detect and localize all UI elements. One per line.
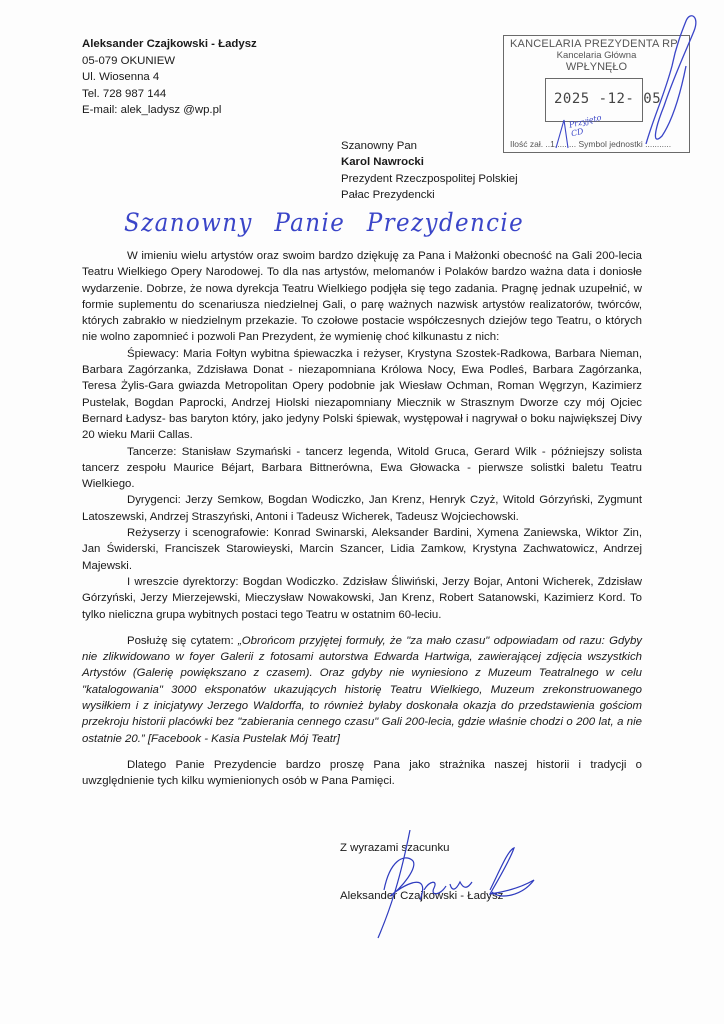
body-paragraph-dancers: Tancerze: Stanisław Szymański - tancerz legenda, Witold Gruca, Gerard Wilk - późniejszy solista tancerz zespołu Maurice Béjart, Barbara Bittnerówna, Ewa Głowacka - pierwsze solistki baletu Teatru Wielkiego.	[82, 445, 642, 491]
signer-name: Aleksander Czajkowski - Ładysz	[340, 890, 504, 902]
addressee-name: Karol Nawrocki	[341, 156, 424, 169]
stamp-footer: Ilość zał. ..1......... Symbol jednostki ...........	[510, 139, 672, 149]
body-paragraph-directors: Reżyserzy i scenografowie: Konrad Swinarski, Aleksander Bardini, Xymena Zaniewska, Wiktor Zin, Jan Świderski, Franciszek Starowieyski, Marcin Szancer, Lidia Zamkow, Krystyna Zachwatowicz, Andrzej Majewski.	[82, 527, 642, 572]
addressee-place: Pałac Prezydencki	[341, 189, 435, 202]
body-paragraph-quote	[82, 633, 642, 747]
body-paragraph-managers: I wreszcie dyrektorzy: Bogdan Wodiczko. Zdzisław Śliwiński, Jerzy Bojar, Antoni Wicherek, Zdzisław Górzyński, Jerzy Mierzejewski, Mieczysław Nowakowski, Jan Krenz, Robert Satanowski, Kazimierz Kord. To tylko nieliczna grupa wybitnych postaci tego Teatru w ostatnim 60-leciu.	[82, 575, 642, 621]
addressee-salutation: Szanowny Pan	[341, 140, 417, 152]
stamp-received: WPŁYNĘŁO	[565, 61, 628, 73]
stamp-handwriting-icon	[504, 36, 689, 152]
sender-block	[82, 36, 257, 119]
letter-body	[82, 248, 642, 790]
stamp-department: Kancelaria Główna	[556, 50, 637, 61]
body-paragraph-singers: Śpiewacy: Maria Fołtyn wybitna śpiewaczka i reżyser, Krystyna Szostek-Radkowa, Barbara Nieman, Barbara Zagórzanka, Zdzisława Donat - niezapomniana Królowa Nocy, Ewa Podleś, Barbara Zagórzanka, Teresa Żylis-Gara gwiazda Metropolitan Opery podobnie jak Wiesław Ochman, Roman Węgrzyn, Kazimierz Pustelak, Bogdan Paprocki, Andrzej Hiolski niezapomniany Miecznik w Strasznym Dworze czy mój Ojciec Bernard Ładysz- bas baryton który, jako jedyny Polski śpiewak, występował i nagrywał o boku największej Divy 20 wieku Marii Callas.	[82, 347, 642, 442]
sender-postal: 05-079 OKUNIEW	[82, 54, 176, 67]
body-paragraph-intro: W imieniu wielu artystów oraz swoim bardzo dziękuję za Pana i Małżonki obecność na Gali 200-lecia Teatru Wielkiego Opery Narodowej. To dla nas artystów, melomanów i Polaków bardzo ważna data i doniosłe wydarzenie. Dobrze, że nowa dyrekcja Teatru Wielkiego podjęła się tego zadania. Pragnę jednak uzupełnić, w formie suplementu do scenariusza niedzielnej Gali, o parę ważnych nazwisk artystów realizatorów, twórców, których zabrakło w niedzielnym przekazie. To czołowe postacie współczesnych dziejów tego Teatru, o których nie wolno zapomnieć i pozwoli Pan Prezydent, że wymienię choć kilkunastu z nich:	[82, 250, 642, 344]
signature-icon	[360, 830, 540, 940]
addressee-title: Prezydent Rzeczpospolitej Polskiej	[341, 172, 518, 185]
handwritten-greeting	[124, 206, 525, 246]
signature	[360, 830, 540, 945]
sender-name: Aleksander Czajkowski - Ładysz	[82, 38, 257, 50]
stamp-office: KANCELARIA PREZYDENTA RP	[510, 38, 678, 50]
sender-phone: Tel. 728 987 144	[82, 87, 167, 100]
closing-regards: Z wyrazami szacunku	[340, 842, 450, 854]
addressee-block	[341, 138, 518, 204]
sender-street: Ul. Wiosenna 4	[82, 71, 160, 84]
stamp-handwritten-note: Przyjęto CD	[568, 112, 603, 139]
stamp-date: 2025 -12- 05	[554, 91, 662, 107]
handwritten-greeting-text: Szanowny Panie Prezydencie	[124, 208, 525, 237]
quote-text: „Obrońcom przyjętej formuły, że "za mało czasu" odpowiadam od razu: Gdyby nie zlikwidowano w foyer Galerii z fotosami autorstwa Edwarda Hartwiga, zawierającej zdjęcia wszystkich Artystów (Galerię powiększano z czasem). Oraz gdyby nie wyniesiono z Muzeum Teatralnego w celu "katalogowania" 3000 eksponatów ukazujących historię Teatru Wielkiego, Muzeum zrekonstruowanego wysiłkiem i z inicjatywy Jerzego Waldorffa, to również byłaby doskonała okazja do przedstawienia gościom przekroju historii placówki bez "zabierania cennego czasu" Gali 200-lecia, gdzie właśnie chodzi o 200 lat, a nie ostatnie 20.” [Facebook - Kasia Pustelak Mój Teatr]	[82, 634, 643, 745]
body-paragraph-final: Dlatego Panie Prezydencie bardzo proszę Pana jako strażnika naszej historii i tradycji o uwzględnienie tych kilku wymienionych osób w Pana Pamięci.	[82, 758, 642, 788]
received-stamp	[503, 35, 690, 153]
body-paragraph-conductors: Dyrygenci: Jerzy Semkow, Bogdan Wodiczko, Jan Krenz, Henryk Czyż, Witold Górzyński, Zygmunt Latoszewski, Andrzej Straszyński, Antoni i Tadeusz Wicherek, Tadeusz Wojciechowski.	[82, 494, 642, 523]
sender-email: E-mail: alek_ladysz @wp.pl	[82, 104, 222, 117]
quote-intro: Posłużę się cytatem:	[127, 634, 238, 647]
